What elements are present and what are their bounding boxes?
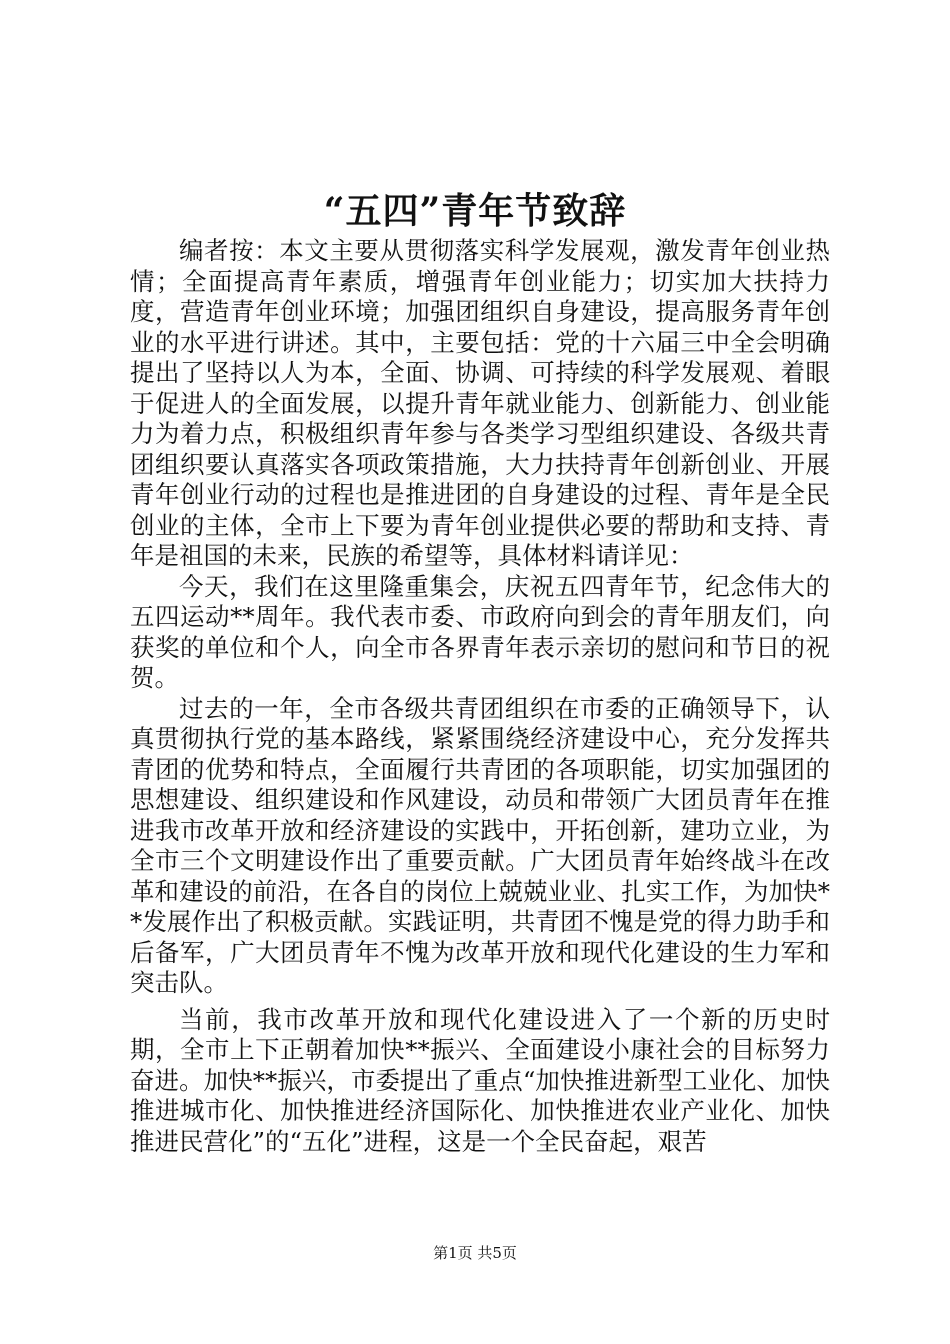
editor-note-paragraph: 编者按：本文主要从贯彻落实科学发展观，激发青年创业热情；全面提高青年素质，增强青年创业能力；切实加大扶持力度，营造青年创业环境；加强团组织自身建设，提高服务青年创业的水平进行讲述。其中，主要包括：党的十六届三中全会明确提出了坚持以人为本，全面、协调、可持续的科学发展观、着眼于促进人的全面发展，以提升青年就业能力、创新能力、创业能力为着力点，积极组织青年参与各类学习型组织建设、各级共青团组织要认真落实各项政策措施，大力扶持青年创新创业、开展青年创业行动的过程也是推进团的自身建设的过程、青年是全民创业的主体，全市上下要为青年创业提供必要的帮助和支持、青年是祖国的未来，民族的希望等，具体材料请详见：	[130, 236, 830, 570]
body-paragraph-3: 当前，我市改革开放和现代化建设进入了一个新的历史时期，全市上下正朝着加快**振兴、全面建设小康社会的目标努力奋进。加快**振兴，市委提出了重点“加快推进新型工业化、加快推进城市化、加快推进经济国际化、加快推进农业产业化、加快推进民营化”的“五化”进程，这是一个全民奋起，艰苦	[130, 1004, 830, 1156]
body-paragraph-2: 过去的一年，全市各级共青团组织在市委的正确领导下，认真贯彻执行党的基本路线，紧紧围绕经济建设中心，充分发挥共青团的优势和特点，全面履行共青团的各项职能，切实加强团的思想建设、组织建设和作风建设，动员和带领广大团员青年在推进我市改革开放和经济建设的实践中，开拓创新，建功立业，为全市三个文明建设作出了重要贡献。广大团员青年始终战斗在改革和建设的前沿，在各自的岗位上兢兢业业、扎实工作，为加快**发展作出了积极贡献。实践证明，共青团不愧是党的得力助手和后备军，广大团员青年不愧为改革开放和现代化建设的生力军和突击队。	[130, 693, 830, 997]
document-body	[130, 236, 830, 1157]
body-paragraph-1: 今天，我们在这里隆重集会，庆祝五四青年节，纪念伟大的五四运动**周年。我代表市委、市政府向到会的青年朋友们，向获奖的单位和个人，向全市各界青年表示亲切的慰问和节日的祝贺。	[130, 571, 830, 692]
page-number-footer: 第1页 共5页	[433, 1244, 517, 1262]
document-title: “五四”青年节致辞	[323, 190, 627, 232]
